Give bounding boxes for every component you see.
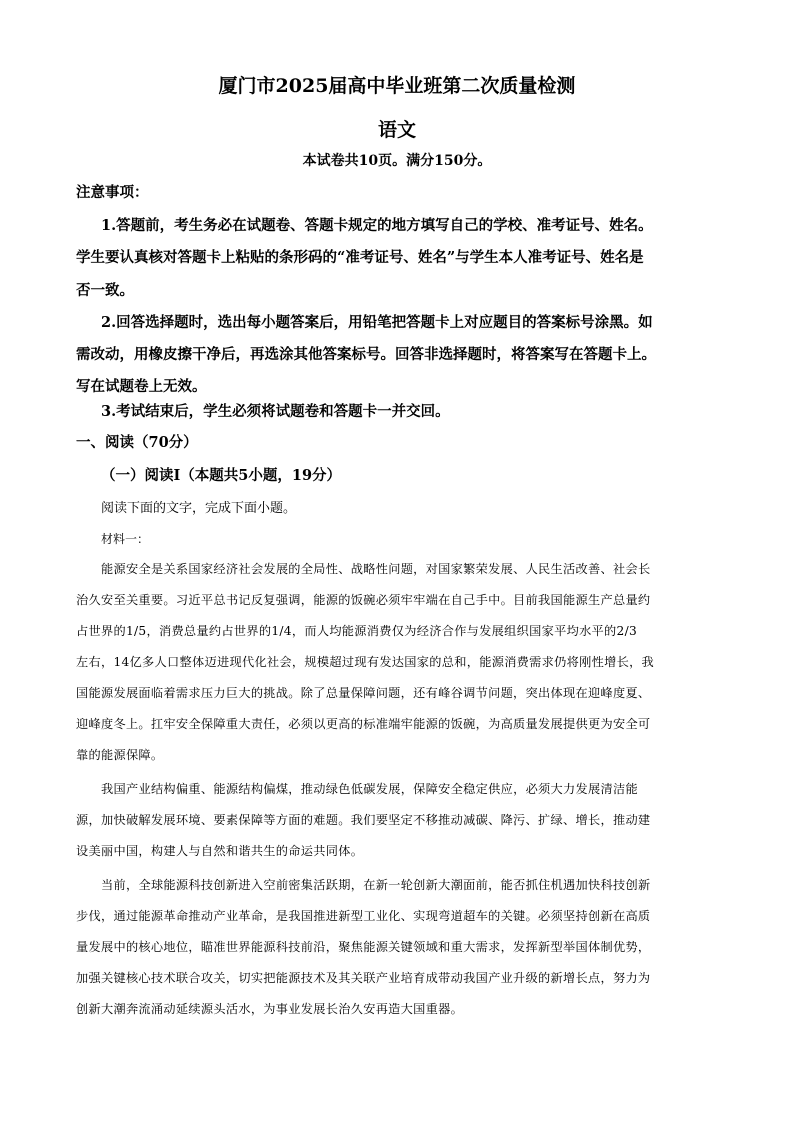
notice-line: 1.答题前，考生务必在试题卷、答题卡规定的地方填写自己的学校、准考证号、姓名。 <box>101 217 653 234</box>
passage-line: 能源安全是关系国家经济社会发展的全局性、战略性问题，对国家繁荣发展、人民生活改善、社会长 <box>101 562 651 576</box>
notice-line: 否一致。 <box>76 282 134 299</box>
passage-line: 左右，14亿多人口整体迈进现代化社会，规模超过现有发达国家的总和，能源消费需求仍将刚性增长，我 <box>76 655 655 669</box>
subsection-heading: （一）阅读Ⅰ（本题共5小题，19分） <box>101 467 342 484</box>
passage-line: 加强关键核心技术联合攻关，切实把能源技术及其关联产业培育成带动我国产业升级的新增长点，努力为 <box>76 971 651 985</box>
material-label: 材料一： <box>101 532 150 546</box>
passage-line: 治久安至关重要。习近平总书记反复强调，能源的饭碗必须牢牢端在自己手中。目前我国能源生产总量约 <box>76 593 651 607</box>
notice-heading: 注意事项： <box>76 184 149 201</box>
passage-line: 量发展中的核心地位，瞄准世界能源科技前沿，聚焦能源关键领域和重大需求，发挥新型举国体制优势， <box>76 940 651 954</box>
notice-line: 3.考试结束后，学生必须将试题卷和答题卡一并交回。 <box>101 403 450 420</box>
instruction-text: 阅读下面的文字，完成下面小题。 <box>101 501 297 516</box>
passage-line: 当前，全球能源科技创新进入空前密集活跃期，在新一轮创新大潮面前，能否抓住机遇加快科技创新 <box>101 878 651 892</box>
passage-line: 源，加快破解发展环境、要素保障等方面的难题。我们要坚定不移推动减碳、降污、扩绿、增长，推动建 <box>76 813 651 827</box>
notice-line: 2.回答选择题时，选出每小题答案后，用铅笔把答题卡上对应题目的答案标号涂黑。如 <box>101 314 653 331</box>
passage-line: 靠的能源保障。 <box>76 748 164 762</box>
passage-line: 国能源发展面临着需求压力巨大的挑战。除了总量保障问题，还有峰谷调节问题，突出体现在迎峰度夏、 <box>76 686 651 700</box>
passage-line: 步伐，通过能源革命推动产业革命，是我国推进新型工业化、实现弯道超车的关键。必须坚持创新在高质 <box>76 909 651 923</box>
exam-meta: 本试卷共10页。满分150分。 <box>302 153 492 169</box>
passage-line: 迎峰度冬上。扛牢安全保障重大责任，必须以更高的标准端牢能源的饭碗，为高质量发展提供更为安全可 <box>76 717 651 731</box>
subject-title: 语文 <box>377 119 416 141</box>
exam-title: 厦门市2025届高中毕业班第二次质量检测 <box>218 75 576 97</box>
notice-line: 写在试题卷上无效。 <box>76 378 207 395</box>
passage-line: 我国产业结构偏重、能源结构偏煤，推动绿色低碳发展，保障安全稳定供应，必须大力发展清洁能 <box>101 782 638 796</box>
passage-line: 创新大潮奔流涌动延续源头活水，为事业发展长治久安再造大国重器。 <box>76 1002 464 1016</box>
passage-line: 占世界的1/5，消费总量约占世界的1/4，而人均能源消费仅为经济合作与发展组织国家平均水平的2/3 <box>76 624 638 638</box>
section-heading: 一、阅读（70分） <box>76 434 198 451</box>
passage-line: 设美丽中国，构建人与自然和谐共生的命运共同体。 <box>76 844 364 858</box>
notice-line: 学生要认真核对答题卡上粘贴的条形码的“准考证号、姓名”与学生本人准考证号、姓名是 <box>76 249 644 266</box>
notice-line: 需改动，用橡皮擦干净后，再选涂其他答案标号。回答非选择题时，将答案写在答题卡上。 <box>76 346 656 363</box>
